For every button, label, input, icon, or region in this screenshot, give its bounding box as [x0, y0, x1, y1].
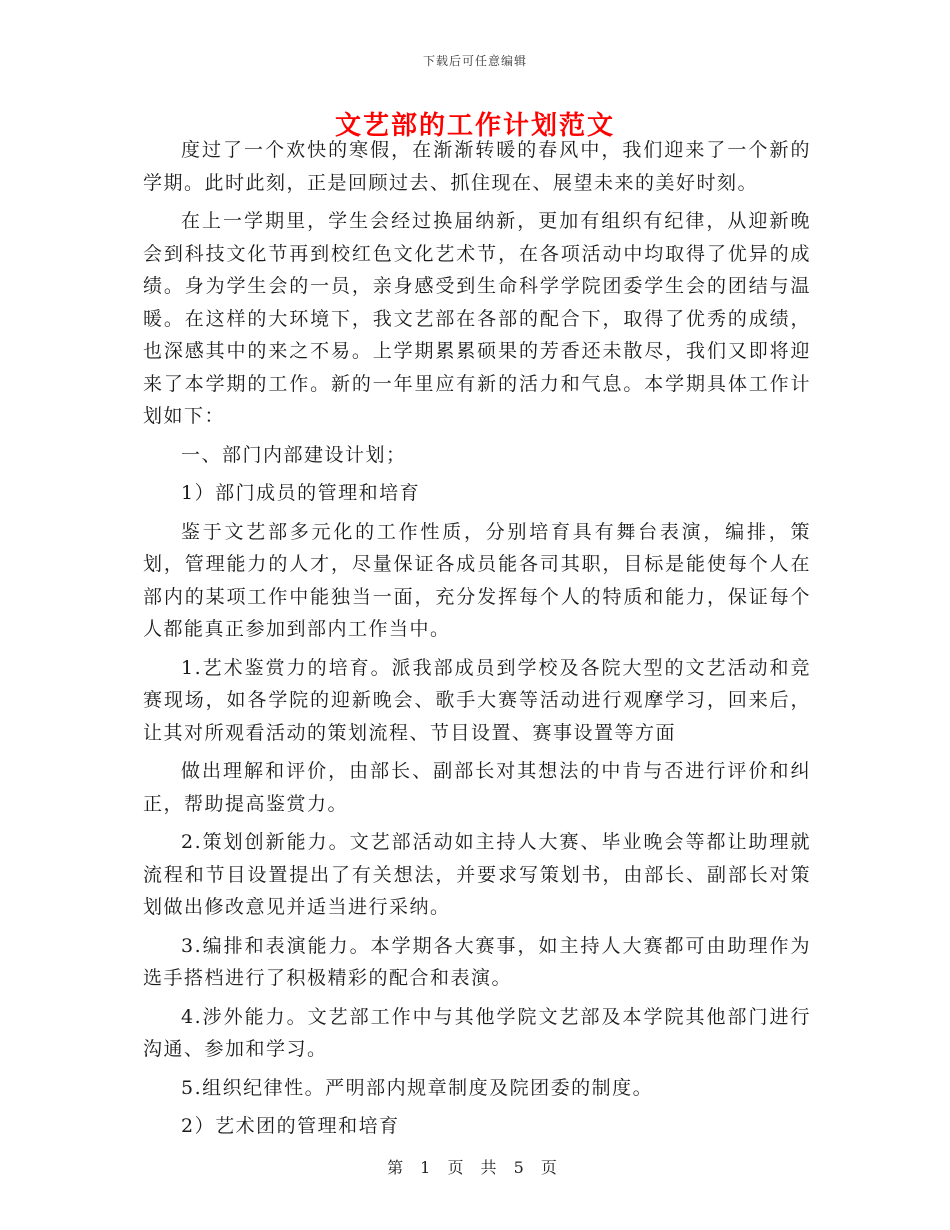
- page-number: 第 1 页 共 5 页: [387, 1158, 563, 1177]
- subsection-heading: 1）部门成员的管理和培育: [181, 482, 421, 504]
- list-item: 4.涉外能力。文艺部工作中与其他学院文艺部及本学院其他部门进行沟通、参加和学习。: [143, 1005, 811, 1060]
- list-item-continuation: 做出理解和评价，由部长、副部长对其想法的中肯与否进行评价和纠正，帮助提高鉴赏力。: [143, 760, 811, 815]
- list-item: 1.艺术鉴赏力的培育。派我部成员到学校及各院大型的文艺活动和竞赛现场，如各学院的迎新晚会、歌手大赛等活动进行观摩学习，回来后，让其对所观看活动的策划流程、节目设置、赛事设置等方面: [143, 656, 811, 744]
- page-header: 下载后可任意编辑: [422, 54, 527, 68]
- list-item: 5.组织纪律性。严明部内规章制度及院团委的制度。: [181, 1076, 654, 1099]
- paragraph-last-semester: 在上一学期里，学生会经过换届纳新，更加有组织有纪律，从迎新晚会到科技文化节再到校红色文化艺术节，在各项活动中均取得了优异的成绩。身为学生会的一员，亲身感受到生命科学学院团委学生会的团结与温暖。在这样的大环境下，我文艺部在各部的配合下，取得了优秀的成绩，也深感其中的来之不易。上学期累累硕果的芳香还未散尽，我们又即将迎来了本学期的工作。新的一年里应有新的活力和气息。本学期具体工作计划如下：: [143, 210, 811, 427]
- section-heading: 一、部门内部建设计划；: [181, 443, 407, 466]
- list-item: 3.编排和表演能力。本学期各大赛事，如主持人大赛都可由助理作为选手搭档进行了积极精彩的配合和表演。: [143, 934, 811, 989]
- paragraph-intro: 度过了一个欢快的寒假，在渐渐转暖的春风中，我们迎来了一个新的学期。此时此刻，正是回顾过去、抓住现在、展望未来的美好时刻。: [143, 139, 811, 194]
- paragraph-training: 鉴于文艺部多元化的工作性质，分别培育具有舞台表演，编排，策划，管理能力的人才，尽量保证各成员能各司其职，目标是能使每个人在部内的某项工作中能独当一面，充分发挥每个人的特质和能力，保证每个人都能真正参加到部内工作当中。: [143, 520, 811, 640]
- document-title: 文艺部的工作计划范文: [334, 111, 615, 141]
- subsection-heading: 2）艺术团的管理和培育: [181, 1115, 400, 1137]
- list-item: 2.策划创新能力。文艺部活动如主持人大赛、毕业晚会等都让助理就流程和节目设置提出了有关想法，并要求写策划书，由部长、副部长对策划做出修改意见并适当进行采纳。: [143, 831, 811, 918]
- document-body: [143, 134, 811, 1143]
